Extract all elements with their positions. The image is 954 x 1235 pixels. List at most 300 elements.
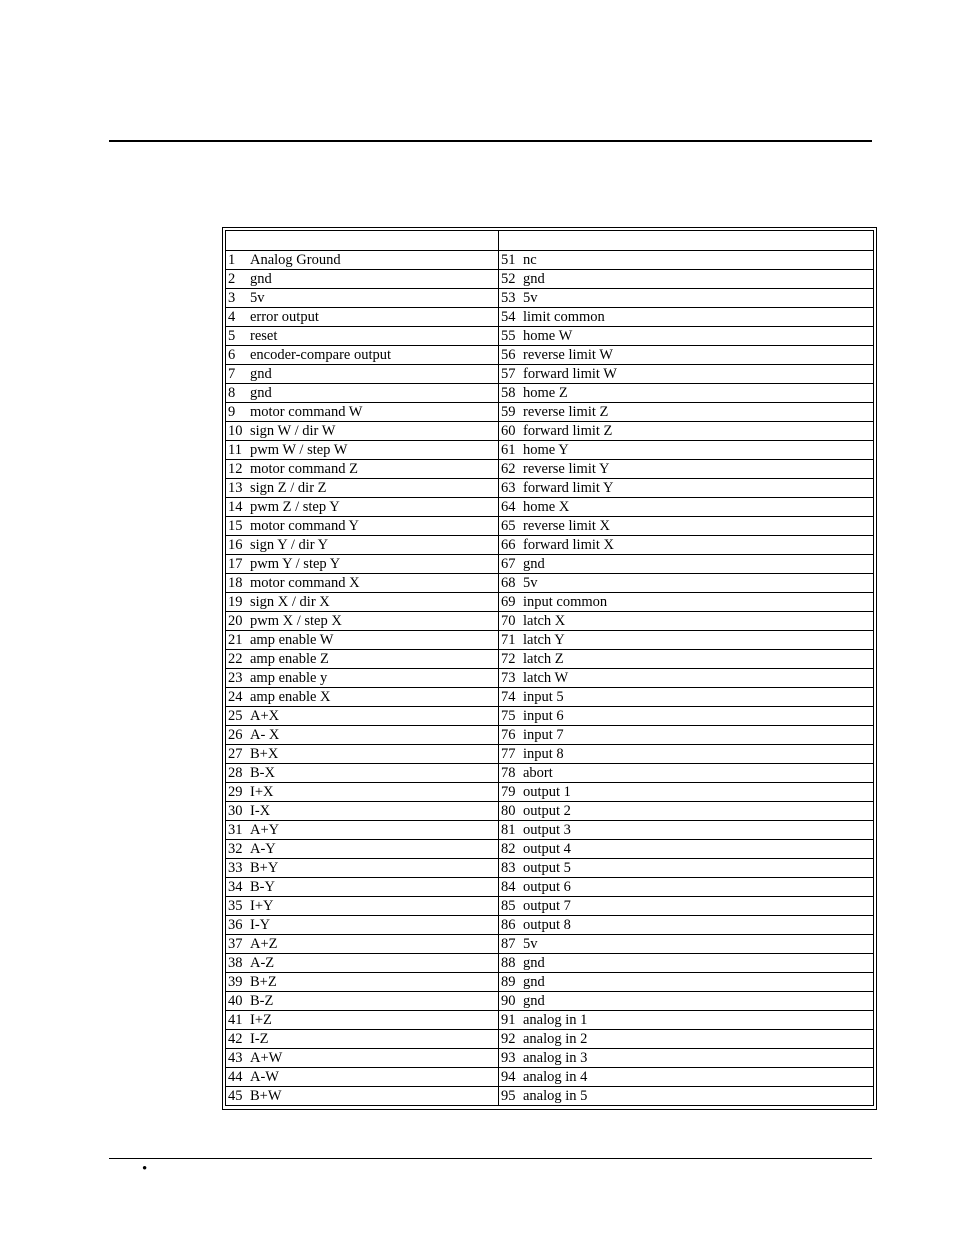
pin-number: 87	[501, 936, 516, 952]
pin-number: 37	[228, 936, 243, 952]
table-row	[226, 954, 874, 973]
pin-signal: B+Z	[250, 974, 277, 990]
pin-cell-left	[226, 270, 499, 289]
table-row	[226, 1030, 874, 1049]
pin-cell-left	[226, 479, 499, 498]
pin-number: 8	[228, 385, 236, 401]
pin-cell-right	[499, 1030, 874, 1049]
pin-cell-right	[499, 745, 874, 764]
table-row	[226, 270, 874, 289]
pin-signal: analog in 4	[523, 1069, 588, 1085]
pin-number: 26	[228, 727, 243, 743]
pin-cell-left	[226, 669, 499, 688]
table-row	[226, 764, 874, 783]
pin-number: 63	[501, 480, 516, 496]
table-row	[226, 327, 874, 346]
pin-cell-right	[499, 935, 874, 954]
pin-number: 79	[501, 784, 516, 800]
pin-number: 2	[228, 271, 236, 287]
pin-cell-left	[226, 1011, 499, 1030]
pin-number: 15	[228, 518, 243, 534]
pin-signal: B+W	[250, 1088, 282, 1104]
pin-number: 38	[228, 955, 243, 971]
pin-cell-left	[226, 384, 499, 403]
pin-signal: amp enable Z	[250, 651, 329, 667]
pin-number: 10	[228, 423, 243, 439]
pin-cell-right	[499, 859, 874, 878]
pin-cell-left	[226, 1068, 499, 1087]
pin-signal: output 6	[523, 879, 571, 895]
pin-cell-right	[499, 878, 874, 897]
pin-number: 18	[228, 575, 243, 591]
pin-number: 66	[501, 537, 516, 553]
table-row	[226, 935, 874, 954]
pin-number: 86	[501, 917, 516, 933]
pin-cell-right	[499, 422, 874, 441]
pin-number: 76	[501, 727, 516, 743]
pin-number: 91	[501, 1012, 516, 1028]
table-row	[226, 1049, 874, 1068]
pin-number: 11	[228, 442, 242, 458]
pin-cell-left	[226, 992, 499, 1011]
pin-number: 39	[228, 974, 243, 990]
pin-signal: limit common	[523, 309, 605, 325]
pin-signal: analog in 5	[523, 1088, 588, 1104]
pin-cell-left	[226, 1030, 499, 1049]
table-row	[226, 669, 874, 688]
table-row	[226, 897, 874, 916]
pin-number: 58	[501, 385, 516, 401]
pin-cell-right	[499, 498, 874, 517]
pin-number: 90	[501, 993, 516, 1009]
pin-signal: reverse limit W	[523, 347, 613, 363]
pin-signal: B+X	[250, 746, 279, 762]
pin-cell-left	[226, 403, 499, 422]
pin-number: 3	[228, 290, 236, 306]
pin-signal: output 7	[523, 898, 571, 914]
pin-cell-left	[226, 441, 499, 460]
pin-cell-right	[499, 441, 874, 460]
pin-cell-right	[499, 1068, 874, 1087]
pin-number: 35	[228, 898, 243, 914]
pin-cell-right	[499, 327, 874, 346]
pin-cell-left	[226, 308, 499, 327]
pin-cell-left	[226, 897, 499, 916]
pin-signal: forward limit X	[523, 537, 615, 553]
table-row	[226, 726, 874, 745]
pin-cell-left	[226, 631, 499, 650]
pin-number: 51	[501, 252, 516, 268]
pin-signal: output 3	[523, 822, 571, 838]
pin-cell-left	[226, 289, 499, 308]
pin-cell-right	[499, 460, 874, 479]
pin-cell-left	[226, 460, 499, 479]
table-row	[226, 308, 874, 327]
pin-cell-left	[226, 935, 499, 954]
table-row	[226, 821, 874, 840]
pin-number: 74	[501, 689, 516, 705]
pin-cell-left	[226, 783, 499, 802]
table-row	[226, 707, 874, 726]
table-row	[226, 992, 874, 1011]
pin-cell-right	[499, 346, 874, 365]
table-row	[226, 593, 874, 612]
pin-signal: latch W	[523, 670, 569, 686]
pin-cell-right	[499, 783, 874, 802]
pin-signal: amp enable W	[250, 632, 334, 648]
pin-signal: I-X	[250, 803, 271, 819]
pin-number: 61	[501, 442, 516, 458]
pin-number: 4	[228, 309, 236, 325]
pin-signal: 5v	[523, 936, 538, 952]
pin-signal: Analog Ground	[250, 252, 341, 268]
pin-signal: latch Y	[523, 632, 565, 648]
pin-number: 29	[228, 784, 243, 800]
pin-signal: reverse limit Y	[523, 461, 610, 477]
pin-cell-right	[499, 289, 874, 308]
pin-cell-right	[499, 650, 874, 669]
table-header-row	[226, 231, 874, 251]
pin-signal: sign W / dir W	[250, 423, 336, 439]
pin-cell-left	[226, 517, 499, 536]
pin-cell-right	[499, 916, 874, 935]
pin-number: 12	[228, 461, 243, 477]
footer-rule	[109, 1158, 872, 1159]
pin-number: 62	[501, 461, 516, 477]
pin-number: 89	[501, 974, 516, 990]
pin-number: 80	[501, 803, 516, 819]
pin-number: 14	[228, 499, 243, 515]
pin-cell-right	[499, 954, 874, 973]
pin-cell-left	[226, 1087, 499, 1106]
pin-number: 21	[228, 632, 243, 648]
pin-signal: B-X	[250, 765, 275, 781]
pin-cell-right	[499, 479, 874, 498]
pin-number: 81	[501, 822, 516, 838]
pin-signal: reverse limit Z	[523, 404, 609, 420]
pin-number: 54	[501, 309, 516, 325]
pin-cell-right	[499, 688, 874, 707]
pin-number: 44	[228, 1069, 243, 1085]
table-row	[226, 384, 874, 403]
pin-cell-right	[499, 992, 874, 1011]
pin-number: 13	[228, 480, 243, 496]
pin-signal: forward limit Y	[523, 480, 614, 496]
pin-signal: A-Z	[250, 955, 275, 971]
pin-cell-left	[226, 251, 499, 270]
pin-signal: output 5	[523, 860, 571, 876]
table-row	[226, 840, 874, 859]
pin-signal: gnd	[523, 993, 545, 1009]
pin-cell-right	[499, 726, 874, 745]
pin-number: 19	[228, 594, 243, 610]
pin-cell-left	[226, 973, 499, 992]
pin-cell-right	[499, 840, 874, 859]
pin-cell-left	[226, 859, 499, 878]
pin-signal: gnd	[523, 974, 545, 990]
pin-signal: output 1	[523, 784, 571, 800]
pin-number: 17	[228, 556, 243, 572]
pin-signal: analog in 2	[523, 1031, 588, 1047]
pin-signal: forward limit W	[523, 366, 617, 382]
pin-cell-right	[499, 555, 874, 574]
pin-signal: abort	[523, 765, 553, 781]
pin-number: 28	[228, 765, 243, 781]
pin-signal: pwm Y / step Y	[250, 556, 341, 572]
pin-cell-right	[499, 270, 874, 289]
table-row	[226, 973, 874, 992]
table-row	[226, 1087, 874, 1106]
pin-number: 64	[501, 499, 516, 515]
pin-signal: I+X	[250, 784, 274, 800]
pin-cell-left	[226, 346, 499, 365]
pin-number: 45	[228, 1088, 243, 1104]
pin-number: 41	[228, 1012, 243, 1028]
pin-signal: pwm Z / step Y	[250, 499, 340, 515]
pin-number: 52	[501, 271, 516, 287]
table-row	[226, 536, 874, 555]
pin-signal: gnd	[523, 271, 545, 287]
pin-number: 43	[228, 1050, 243, 1066]
pin-signal: input 5	[523, 689, 564, 705]
pin-signal: I-Z	[250, 1031, 269, 1047]
pin-number: 40	[228, 993, 243, 1009]
pin-signal: input 8	[523, 746, 564, 762]
table-row	[226, 479, 874, 498]
table-row	[226, 289, 874, 308]
table-row	[226, 441, 874, 460]
pin-number: 56	[501, 347, 516, 363]
pin-number: 83	[501, 860, 516, 876]
table-row	[226, 517, 874, 536]
pin-table-frame	[222, 227, 877, 1110]
pin-cell-left	[226, 650, 499, 669]
pin-cell-right	[499, 517, 874, 536]
pin-cell-right	[499, 536, 874, 555]
pin-cell-left	[226, 612, 499, 631]
pin-signal: output 4	[523, 841, 571, 857]
pin-signal: pwm W / step W	[250, 442, 348, 458]
pin-number: 53	[501, 290, 516, 306]
pin-signal: A-W	[250, 1069, 279, 1085]
pin-number: 31	[228, 822, 243, 838]
pin-signal: gnd	[523, 955, 545, 971]
header-cell-right	[499, 231, 874, 251]
table-row	[226, 403, 874, 422]
pin-cell-left	[226, 498, 499, 517]
pin-number: 33	[228, 860, 243, 876]
pin-cell-right	[499, 764, 874, 783]
pin-signal: gnd	[250, 271, 272, 287]
pin-cell-left	[226, 745, 499, 764]
pin-signal: reset	[250, 328, 278, 344]
pin-number: 77	[501, 746, 516, 762]
header-cell-left	[226, 231, 499, 251]
pin-signal: nc	[523, 252, 537, 268]
pin-cell-left	[226, 327, 499, 346]
header-rule	[109, 140, 872, 142]
table-row	[226, 916, 874, 935]
pin-signal: sign Z / dir Z	[250, 480, 327, 496]
pin-number: 92	[501, 1031, 516, 1047]
pin-number: 1	[228, 252, 236, 268]
table-row	[226, 802, 874, 821]
table-row	[226, 1068, 874, 1087]
pin-signal: A+Y	[250, 822, 280, 838]
pin-signal: latch Z	[523, 651, 564, 667]
pin-cell-right	[499, 365, 874, 384]
pin-cell-right	[499, 1011, 874, 1030]
pin-cell-right	[499, 612, 874, 631]
pin-cell-left	[226, 802, 499, 821]
table-row	[226, 650, 874, 669]
pin-number: 59	[501, 404, 516, 420]
pin-number: 72	[501, 651, 516, 667]
pin-cell-right	[499, 593, 874, 612]
pin-cell-left	[226, 422, 499, 441]
table-row	[226, 555, 874, 574]
pin-number: 84	[501, 879, 516, 895]
pin-number: 82	[501, 841, 516, 857]
pin-cell-left	[226, 821, 499, 840]
pin-signal: input 6	[523, 708, 564, 724]
pin-signal: error output	[250, 309, 319, 325]
pin-signal: gnd	[523, 556, 545, 572]
pin-cell-right	[499, 802, 874, 821]
pin-number: 30	[228, 803, 243, 819]
pin-signal: encoder-compare output	[250, 347, 392, 363]
table-row	[226, 251, 874, 270]
pin-signal: forward limit Z	[523, 423, 613, 439]
pin-signal: gnd	[250, 385, 272, 401]
pin-signal: sign Y / dir Y	[250, 537, 329, 553]
table-row	[226, 612, 874, 631]
pin-signal: sign X / dir X	[250, 594, 330, 610]
pin-cell-right	[499, 707, 874, 726]
table-row	[226, 745, 874, 764]
pin-cell-left	[226, 707, 499, 726]
pin-number: 55	[501, 328, 516, 344]
pin-signal: B-Y	[250, 879, 275, 895]
pin-cell-left	[226, 764, 499, 783]
pin-number: 23	[228, 670, 243, 686]
pin-signal: B+Y	[250, 860, 279, 876]
pin-signal: motor command Y	[250, 518, 359, 534]
pin-cell-left	[226, 878, 499, 897]
table-row	[226, 878, 874, 897]
pin-number: 42	[228, 1031, 243, 1047]
pin-number: 67	[501, 556, 516, 572]
pin-cell-right	[499, 631, 874, 650]
pin-number: 7	[228, 366, 236, 382]
pin-number: 32	[228, 841, 243, 857]
pin-number: 95	[501, 1088, 516, 1104]
pin-number: 71	[501, 632, 516, 648]
pin-number: 93	[501, 1050, 516, 1066]
pin-cell-left	[226, 1049, 499, 1068]
pin-number: 20	[228, 613, 243, 629]
pin-signal: gnd	[250, 366, 272, 382]
pin-cell-left	[226, 688, 499, 707]
pin-table	[225, 230, 874, 1106]
pin-signal: amp enable y	[250, 670, 328, 686]
pin-signal: analog in 1	[523, 1012, 588, 1028]
pin-number: 70	[501, 613, 516, 629]
pin-signal: output 8	[523, 917, 571, 933]
pin-number: 68	[501, 575, 516, 591]
pin-signal: home Z	[523, 385, 568, 401]
pin-cell-left	[226, 726, 499, 745]
pin-signal: 5v	[523, 290, 538, 306]
pin-cell-right	[499, 669, 874, 688]
pin-signal: 5v	[523, 575, 538, 591]
pin-number: 85	[501, 898, 516, 914]
pin-signal: reverse limit X	[523, 518, 610, 534]
pin-signal: motor command X	[250, 575, 360, 591]
pin-signal: I+Y	[250, 898, 274, 914]
pin-signal: B-Z	[250, 993, 274, 1009]
pin-cell-left	[226, 365, 499, 384]
footer-bullet: •	[142, 1161, 148, 1177]
pin-number: 16	[228, 537, 243, 553]
pin-number: 22	[228, 651, 243, 667]
pin-number: 5	[228, 328, 236, 344]
pin-signal: motor command Z	[250, 461, 358, 477]
pin-number: 36	[228, 917, 243, 933]
table-row	[226, 346, 874, 365]
pin-number: 27	[228, 746, 243, 762]
pin-number: 60	[501, 423, 516, 439]
pin-signal: A- X	[250, 727, 280, 743]
pin-cell-right	[499, 403, 874, 422]
pin-number: 78	[501, 765, 516, 781]
pin-cell-left	[226, 954, 499, 973]
pin-number: 6	[228, 347, 236, 363]
pin-cell-right	[499, 251, 874, 270]
pin-cell-left	[226, 840, 499, 859]
pin-cell-left	[226, 593, 499, 612]
pin-cell-right	[499, 821, 874, 840]
table-row	[226, 783, 874, 802]
pin-cell-left	[226, 555, 499, 574]
pin-signal: home X	[523, 499, 570, 515]
pin-number: 65	[501, 518, 516, 534]
pin-cell-left	[226, 536, 499, 555]
table-row	[226, 498, 874, 517]
pin-signal: motor command W	[250, 404, 363, 420]
pin-cell-right	[499, 897, 874, 916]
pin-signal: amp enable X	[250, 689, 331, 705]
pin-number: 9	[228, 404, 236, 420]
table-row	[226, 460, 874, 479]
pin-signal: home Y	[523, 442, 569, 458]
pin-cell-left	[226, 916, 499, 935]
pin-cell-right	[499, 574, 874, 593]
pin-signal: I-Y	[250, 917, 271, 933]
pin-number: 73	[501, 670, 516, 686]
table-row	[226, 574, 874, 593]
pin-signal: I+Z	[250, 1012, 272, 1028]
pin-number: 75	[501, 708, 516, 724]
pin-number: 25	[228, 708, 243, 724]
table-row	[226, 688, 874, 707]
table-row	[226, 1011, 874, 1030]
pin-signal: home W	[523, 328, 573, 344]
pin-cell-left	[226, 574, 499, 593]
pin-cell-right	[499, 384, 874, 403]
pin-signal: A+Z	[250, 936, 278, 952]
table-row	[226, 631, 874, 650]
